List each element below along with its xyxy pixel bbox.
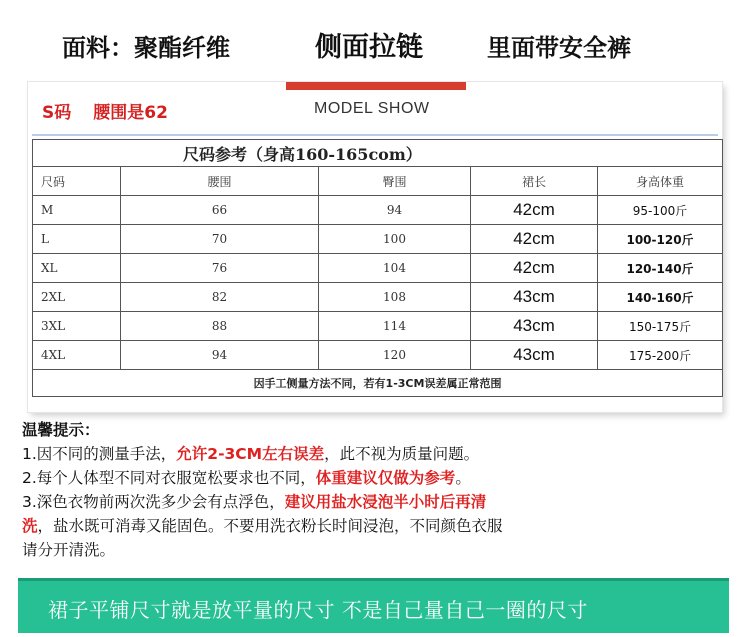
tips-section [22, 418, 722, 568]
length-cell: 43cm [471, 283, 598, 312]
tip-text: 。 [455, 469, 471, 487]
column-header: 臀围 [319, 167, 471, 196]
model-show-title: MODEL SHOW [314, 100, 430, 117]
column-header: 身高体重 [598, 167, 723, 196]
tip-highlight: 洗 [22, 517, 38, 535]
length-cell: 43cm [471, 341, 598, 370]
tip-line-1 [22, 442, 722, 466]
waist-cell: 76 [121, 254, 319, 283]
hip-cell: 120 [319, 341, 471, 370]
tip-highlight: 建议用盐水浸泡半小时后再清 [284, 493, 487, 511]
column-header: 裙长 [471, 167, 598, 196]
size-cell: 3XL [33, 312, 121, 341]
hip-cell: 100 [319, 225, 471, 254]
size-cell: L [33, 225, 121, 254]
tip-line-4 [22, 514, 722, 538]
size-cell: M [33, 196, 121, 225]
hip-cell: 104 [319, 254, 471, 283]
height-weight-cell: 120-140斤 [598, 254, 723, 283]
table-row [33, 312, 723, 341]
length-cell: 42cm [471, 225, 598, 254]
waist-cell: 94 [121, 341, 319, 370]
tip-text: 2.每个人体型不同对衣服宽松要求也不同， [22, 469, 316, 487]
tip-line-2 [22, 466, 722, 490]
table-row [33, 254, 723, 283]
table-row [33, 283, 723, 312]
waist-cell: 88 [121, 312, 319, 341]
tip-text: ，盐水既可消毒又能固色。不要用洗衣粉长时间浸泡，不同颜色衣服 [37, 517, 503, 535]
size-chart-card [28, 82, 722, 412]
fabric-label: 面料：聚酯纤维 [62, 34, 230, 62]
divider [32, 134, 718, 136]
height-weight-cell: 95-100斤 [598, 196, 723, 225]
waist-cell: 70 [121, 225, 319, 254]
waist-cell: 82 [121, 283, 319, 312]
size-note [42, 98, 168, 123]
table-header-row [33, 167, 723, 196]
table-row [33, 341, 723, 370]
column-header: 尺码 [33, 167, 121, 196]
size-cell: XL [33, 254, 121, 283]
length-cell: 43cm [471, 312, 598, 341]
hip-cell: 108 [319, 283, 471, 312]
length-cell: 42cm [471, 196, 598, 225]
height-weight-cell: 140-160斤 [598, 283, 723, 312]
column-header: 腰围 [121, 167, 319, 196]
size-cell: 2XL [33, 283, 121, 312]
size-cell: 4XL [33, 341, 121, 370]
height-weight-cell: 100-120斤 [598, 225, 723, 254]
size-note-waist: 腰围是62 [93, 103, 168, 123]
tip-text: ，此不视为质量问题。 [324, 445, 480, 463]
height-weight-cell: 175-200斤 [598, 341, 723, 370]
tip-line-3 [22, 490, 722, 514]
height-weight-cell: 150-175斤 [598, 312, 723, 341]
table-footnote: 因手工侧量方法不同，若有1-3CM误差属正常范围 [33, 370, 723, 397]
size-table [32, 139, 723, 397]
tip-highlight: 体重建议仅做为参考 [315, 469, 456, 487]
length-cell: 42cm [471, 254, 598, 283]
tips-title: 温馨提示： [22, 421, 100, 439]
table-caption: 尺码参考（身高160-165com） [33, 140, 723, 167]
size-note-size: S码 [42, 103, 72, 123]
measurement-banner [18, 578, 729, 633]
zipper-label: 侧面拉链 [315, 32, 423, 63]
waist-cell: 66 [121, 196, 319, 225]
table-row [33, 225, 723, 254]
tip-text: 1.因不同的测量手法， [22, 445, 177, 463]
product-headline [0, 18, 747, 70]
tip-text: 3.深色衣物前两次洗多少会有点浮色， [22, 493, 285, 511]
table-row [33, 196, 723, 225]
lining-label: 里面带安全裤 [487, 34, 631, 62]
banner-text: 裙子平铺尺寸就是放平量的尺寸 不是自己量自己一圈的尺寸 [48, 598, 588, 622]
accent-bar [286, 82, 466, 90]
hip-cell: 114 [319, 312, 471, 341]
tip-highlight: 允许2-3CM左右误差 [176, 445, 325, 463]
hip-cell: 94 [319, 196, 471, 225]
tip-line-5: 请分开清洗。 [22, 541, 116, 559]
